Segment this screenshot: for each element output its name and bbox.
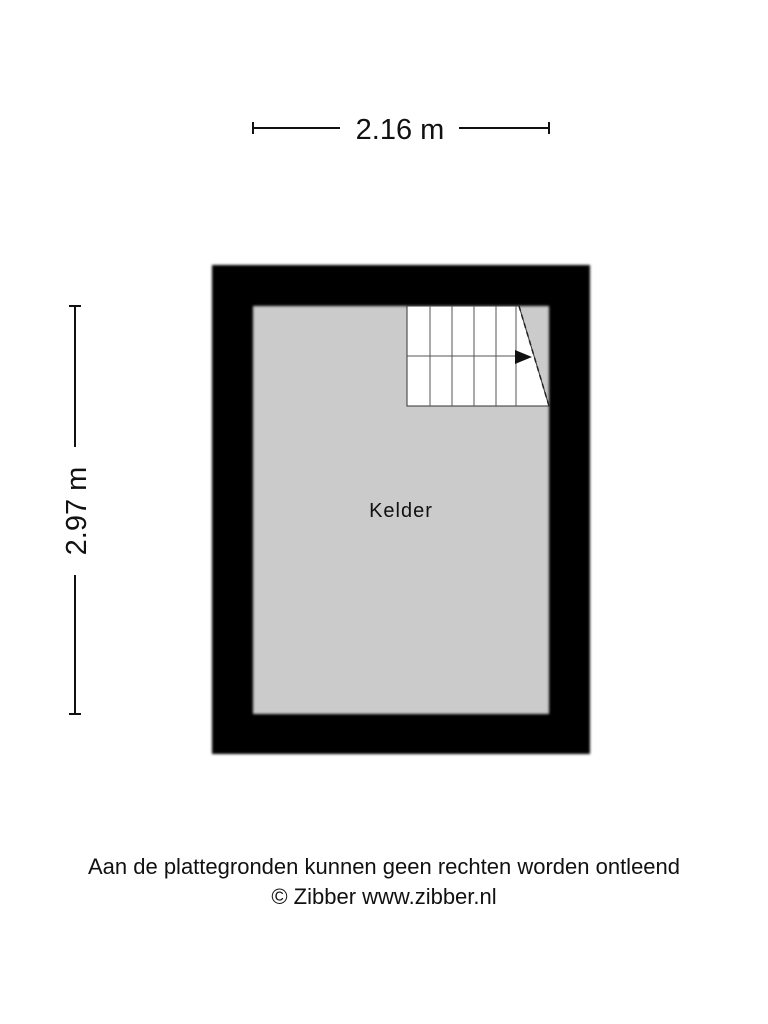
disclaimer-text: Aan de plattegronden kunnen geen rechten worden ontleend [87, 854, 681, 879]
width-label: 2.16 m [355, 114, 445, 146]
room-label-kelder: Kelder [369, 500, 433, 522]
height-label: 2.97 m [61, 466, 93, 556]
copyright-text: © Zibber www.zibber.nl [271, 884, 497, 909]
width-dimension [253, 114, 549, 146]
height-dimension [61, 306, 93, 714]
